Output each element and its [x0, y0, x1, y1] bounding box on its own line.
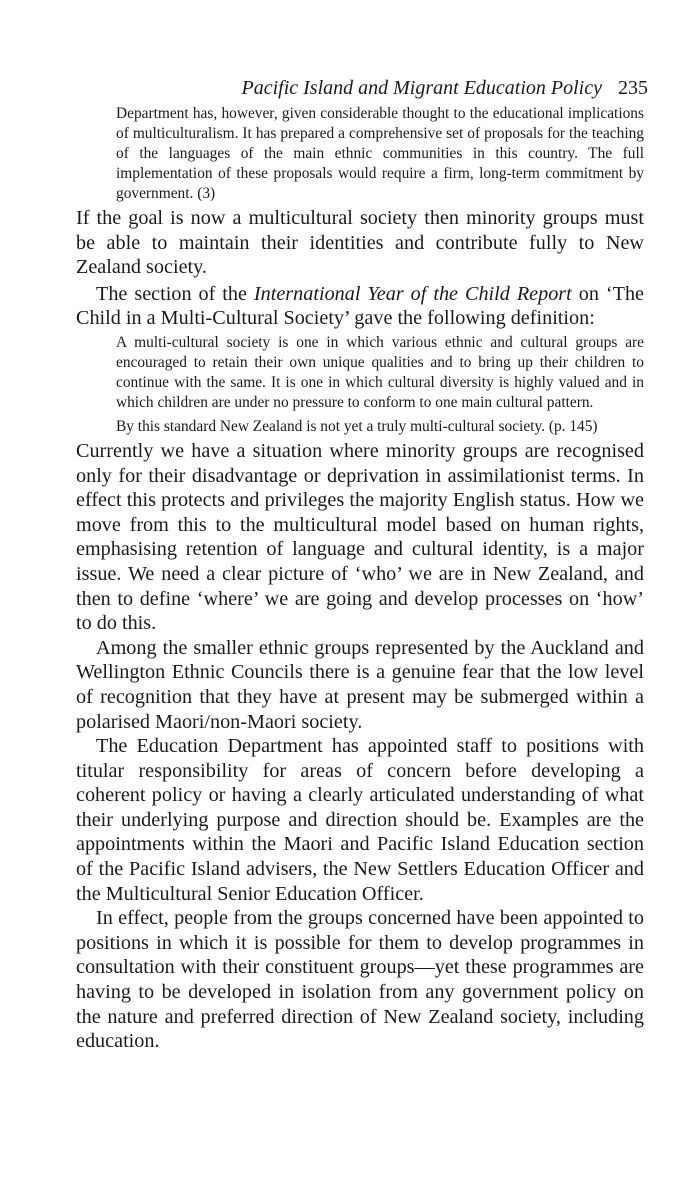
block-quote-1: Department has, however, given considerable thought to the educational implications of multiculturalism. It has prepared a comprehensive set of proposals for the teaching of the languages of the main ethnic communities in this country. The full implementation of these proposals would require a firm, long-term commitment by government. (3) — [116, 105, 644, 202]
report-title: International Year of the Child Report — [253, 282, 572, 305]
running-title: Pacific Island and Migrant Education Policy — [241, 77, 602, 99]
paragraph-3: Currently we have a situation where minority groups are recognised only for their disadvantage or deprivation in assimilationist terms. In effect this protects and privileges the majority English status. How we move from this to the multicultural model based on human rights, emphasising retention of language and cultural identity, is a major issue. We need a clear picture of ‘who’ we are in New Zealand, and then to define ‘where’ we are going and develop processes on ‘how’ to do this. — [76, 439, 644, 635]
paragraph-5: The Education Department has appointed staff to positions with titular responsibility for areas of concern before developing a coherent policy or having a clearly articulated understanding of what their underlying purpose and direction should be. Examples are the appointments within the Maori and Pacific Island Education section of the Pacific Island advisers, the New Settlers Education Officer and the Multicultural Senior Education Officer. — [76, 735, 644, 905]
block-quote-2: A multi-cultural society is one in which various ethnic and cultural groups are encouraged to retain their own unique qualities and to bring up their children to continue with the same. It is one in which cultural diversity is highly valued and in which children are under no pressure to conform to one main cultural pattern. — [116, 333, 644, 411]
block-quote-3: By this standard New Zealand is not yet a truly multi-cultural society. (p. 145) — [116, 417, 598, 435]
paragraph-6: In effect, people from the groups concerned have been appointed to positions in which it is possible for them to develop programmes in consultation with their constituent groups—yet these programmes are having to be developed in isolation from any government policy on the nature and preferred direction of New Zealand society, including education. — [76, 907, 644, 1053]
paragraph-4: Among the smaller ethnic groups represented by the Auckland and Wellington Ethnic Councils there is a genuine fear that the low level of recognition that they have at present may be submerged within a polarised Maori/non-Maori society. — [76, 636, 644, 733]
paragraph-2-text-a: The section of the — [96, 282, 254, 305]
paragraph-2 — [76, 282, 644, 331]
paragraph-2-text-b: on ‘The Child in a Multi-Cultural Society’ gave the following definition: — [76, 282, 644, 330]
page-number: 235 — [618, 77, 648, 99]
body-text — [76, 104, 644, 1054]
paragraph-1: If the goal is now a multicultural society then minority groups must be able to maintain their identities and contribute fully to New Zealand society. — [76, 207, 644, 279]
running-header — [76, 76, 648, 100]
